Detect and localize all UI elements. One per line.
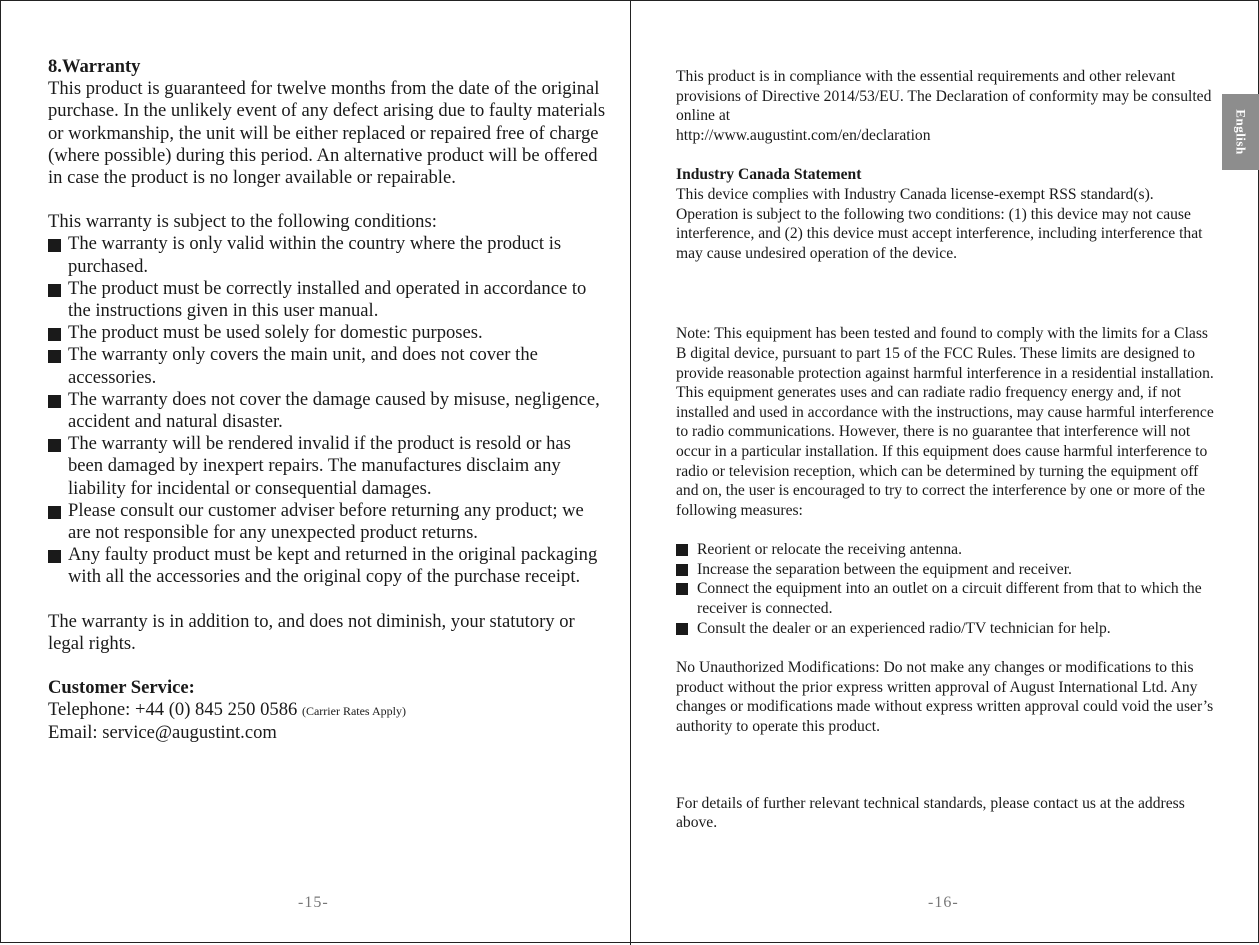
- statutory-rights: The warranty is in addition to, and does not diminish, your statutory or legal rights.: [48, 610, 575, 654]
- bullet-square-icon: [48, 395, 61, 408]
- list-item: Connect the equipment into an outlet on a circuit different from that to which the receiver is connected.: [676, 579, 1216, 618]
- compliance-text: This product is in compliance with the essential requirements and other relevant provisions of Directive 2014/53/EU. The Declaration of conformity may be consulted online at: [676, 68, 1212, 125]
- bullet-square-icon: [48, 350, 61, 363]
- list-item: The product must be used solely for domestic purposes.: [48, 322, 608, 344]
- bullet-square-icon: [676, 623, 688, 635]
- bullet-square-icon: [48, 550, 61, 563]
- list-item: The warranty does not cover the damage caused by misuse, negligence, accident and natural disaster.: [48, 389, 608, 433]
- details-text: For details of further relevant technical standards, please contact us at the address above.: [676, 794, 1185, 832]
- conditions-list: [48, 233, 608, 588]
- ic-text: This device complies with Industry Canada license-exempt RSS standard(s). Operation is subject to the following two conditions: (1) this device may not cause interference, and (2) this device must accept interference, including interference that may cause undesired operation of the device.: [676, 185, 1203, 262]
- page-divider: [630, 0, 631, 945]
- bullet-square-icon: [48, 439, 61, 452]
- warranty-section: [48, 56, 608, 745]
- language-tab-label: English: [1233, 109, 1249, 155]
- ic-heading: Industry Canada Statement: [676, 166, 862, 184]
- heading-number: 8: [48, 56, 58, 77]
- declaration-url: http://www.augustint.com/en/declaration: [676, 126, 931, 144]
- bullet-square-icon: [48, 328, 61, 341]
- bullet-square-icon: [676, 544, 688, 556]
- measures-list: [676, 540, 1216, 638]
- heading-title: .Warranty: [57, 56, 141, 77]
- list-item: The warranty only covers the main unit, and does not cover the accessories.: [48, 344, 608, 388]
- list-item: The warranty is only valid within the country where the product is purchased.: [48, 233, 608, 277]
- fcc-note: Note: This equipment has been tested and found to comply with the limits for a Class B digital device, pursuant to part 15 of the FCC Rules. These limits are designed to provide reasonable protection against harmful interference in a residential installation. This equipment generates uses and can radiate radio frequency energy and, if not installed and used in accordance with the instructions, may cause harmful interference to radio communications. However, there is no guarantee that interference will not occur in a particular installation. If this equipment does cause harmful interference to radio or television reception, which can be determined by turning the equipment off and on, the user is encouraged to try to correct the interference by one or more of the following measures:: [676, 325, 1214, 519]
- email: Email: service@augustint.com: [48, 722, 277, 744]
- telephone-line: [48, 699, 608, 722]
- page-number-right: -16-: [928, 894, 959, 911]
- warranty-heading: [48, 56, 608, 78]
- telephone: Telephone: +44 (0) 845 250 0586: [48, 699, 298, 721]
- compliance-section: [676, 67, 1216, 833]
- list-item: The warranty will be rendered invalid if the product is resold or has been damaged by inexpert repairs. The manufactures disclaim any liability for incidental or consequential damages.: [48, 433, 608, 500]
- list-item: The product must be correctly installed and operated in accordance to the instructions given in this user manual.: [48, 278, 608, 322]
- carrier-note: (Carrier Rates Apply): [301, 704, 406, 719]
- list-item: Consult the dealer or an experienced radio/TV technician for help.: [676, 619, 1216, 639]
- customer-service-heading: Customer Service:: [48, 677, 195, 699]
- conditions-intro: This warranty is subject to the following conditions:: [48, 211, 437, 233]
- list-item: Reorient or relocate the receiving antenna.: [676, 540, 1216, 560]
- language-tab: [1222, 94, 1259, 170]
- page-number-left: -15-: [298, 894, 329, 911]
- list-item: Increase the separation between the equipment and receiver.: [676, 560, 1216, 580]
- modifications-text: No Unauthorized Modifications: Do not make any changes or modifications to this product without the prior express written approval of August International Ltd. Any changes or modifications made without express written approval could void the user’s authority to operate this product.: [676, 659, 1214, 736]
- bullet-square-icon: [48, 506, 61, 519]
- bullet-square-icon: [48, 284, 61, 297]
- list-item: Please consult our customer adviser before returning any product; we are not responsible for any unexpected product returns.: [48, 500, 608, 544]
- bullet-square-icon: [676, 583, 688, 595]
- list-item: Any faulty product must be kept and returned in the original packaging with all the accessories and the original copy of the purchase receipt.: [48, 544, 608, 588]
- bullet-square-icon: [48, 239, 61, 252]
- warranty-intro: This product is guaranteed for twelve months from the date of the original purchase. In the unlikely event of any defect arising due to faulty materials or workmanship, the unit will be either replaced or repaired free of charge (where possible) during this period. An alternative product will be offered in case the product is no longer available or repairable.: [48, 78, 606, 189]
- bullet-square-icon: [676, 564, 688, 576]
